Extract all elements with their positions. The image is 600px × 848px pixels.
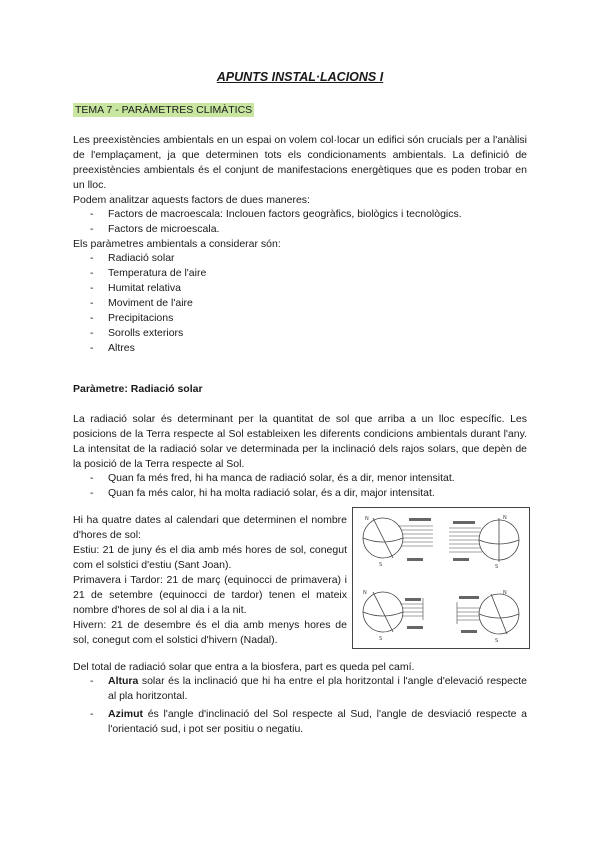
dates-intro: Hi ha quatre dates al calendari que determinen el nombre d'hores de sol: bbox=[73, 514, 347, 541]
north-label: N bbox=[503, 590, 507, 596]
north-label: N bbox=[363, 590, 367, 596]
list-item: - Humitat relativa bbox=[73, 281, 527, 296]
list-item: - Quan fa més calor, hi ha molta radiació solar, és a dir, major intensitat. bbox=[73, 486, 527, 501]
radiation-list bbox=[73, 471, 527, 501]
list-item: - Quan fa més fred, hi ha manca de radiació solar, és a dir, menor intensitat. bbox=[73, 471, 527, 486]
south-label: S bbox=[379, 636, 383, 642]
radiation-paragraph: La radiació solar és determinant per la quantitat de sol que arriba a un lloc específic. Les posicions de la Terra respecte al Sol estableixen les diferents condicions ambientals durant l'any. La intensitat de la radiació solar ve determinada per la inclinació dels rajos solars, que depèn de la posició de la Terra respecte al Sol. bbox=[73, 413, 527, 470]
factors-intro: Podem analitzar aquests factors de dues maneres: bbox=[73, 194, 310, 206]
term-definition: solar és la inclinació que hi ha entre el pla horitzontal i l'angle d'elevació respecte al pla horitzontal. bbox=[108, 675, 527, 702]
list-item: - Sorolls exteriors bbox=[73, 326, 527, 341]
south-label: S bbox=[495, 638, 499, 644]
document-title: APUNTS INSTAL·LACIONS I bbox=[216, 70, 384, 84]
north-label: N bbox=[365, 516, 369, 522]
terms-list bbox=[73, 674, 527, 737]
list-item: - Radiació solar bbox=[73, 251, 527, 266]
list-item: - Factors de microescala. bbox=[73, 222, 527, 237]
term-definition: és l'angle d'inclinació del Sol respecte al Sud, l'angle de desviació respecte a l'orientació sud, i pot ser positiu o negatiu. bbox=[108, 708, 527, 735]
list-item: - Moviment de l'aire bbox=[73, 296, 527, 311]
south-label: S bbox=[495, 564, 499, 570]
term-azimut bbox=[73, 707, 527, 737]
south-label: S bbox=[379, 562, 383, 568]
params-list bbox=[73, 251, 527, 356]
intro-paragraph: Les preexistències ambientals en un espai on volem col·locar un edifici són crucials per a l'anàlisi de l'emplaçament, ja que determinen tots els condicionaments ambientals. La definició de preexistències ambientals és el conjunt de manifestacions energètiques que es poden trobar en un lloc. bbox=[73, 134, 527, 191]
term-name: Azimut bbox=[108, 708, 143, 720]
term-altura bbox=[73, 674, 527, 704]
list-item: - Altres bbox=[73, 341, 527, 356]
list-item: - Precipitacions bbox=[73, 311, 527, 326]
solstice-equinox-figure bbox=[352, 507, 530, 649]
params-intro: Els paràmetres ambientals a considerar són: bbox=[73, 238, 281, 250]
north-label: N bbox=[503, 515, 507, 521]
dates-winter: Hivern: 21 de desembre és el dia amb menys hores de sol, conegut com el solstici d'hivern (Nadal). bbox=[73, 619, 347, 646]
dates-summer: Estiu: 21 de juny és el dia amb més hores de sol, conegut com el solstici d'estiu (Sant Joan). bbox=[73, 544, 347, 571]
dates-equinox: Primavera i Tardor: 21 de març (equinocci de primavera) i 21 de setembre (equinocci de tardor) tenen el mateix nombre d'hores de sol al dia i a la nit. bbox=[73, 574, 347, 616]
factors-list bbox=[73, 207, 527, 237]
cami-intro: Del total de radiació solar que entra a la biosfera, part es queda pel camí. bbox=[73, 661, 415, 673]
list-item: - Temperatura de l'aire bbox=[73, 266, 527, 281]
section-heading: Paràmetre: Radiació solar bbox=[73, 383, 203, 395]
earth-orbit-diagrams bbox=[353, 508, 529, 648]
dates-text bbox=[73, 513, 347, 648]
topic-heading: TEMA 7 - PARÀMETRES CLIMÀTICS bbox=[75, 104, 253, 116]
term-name: Altura bbox=[108, 675, 139, 687]
list-item: - Factors de macroescala: Inclouen factors geogràfics, biològics i tecnològics. bbox=[73, 207, 527, 222]
